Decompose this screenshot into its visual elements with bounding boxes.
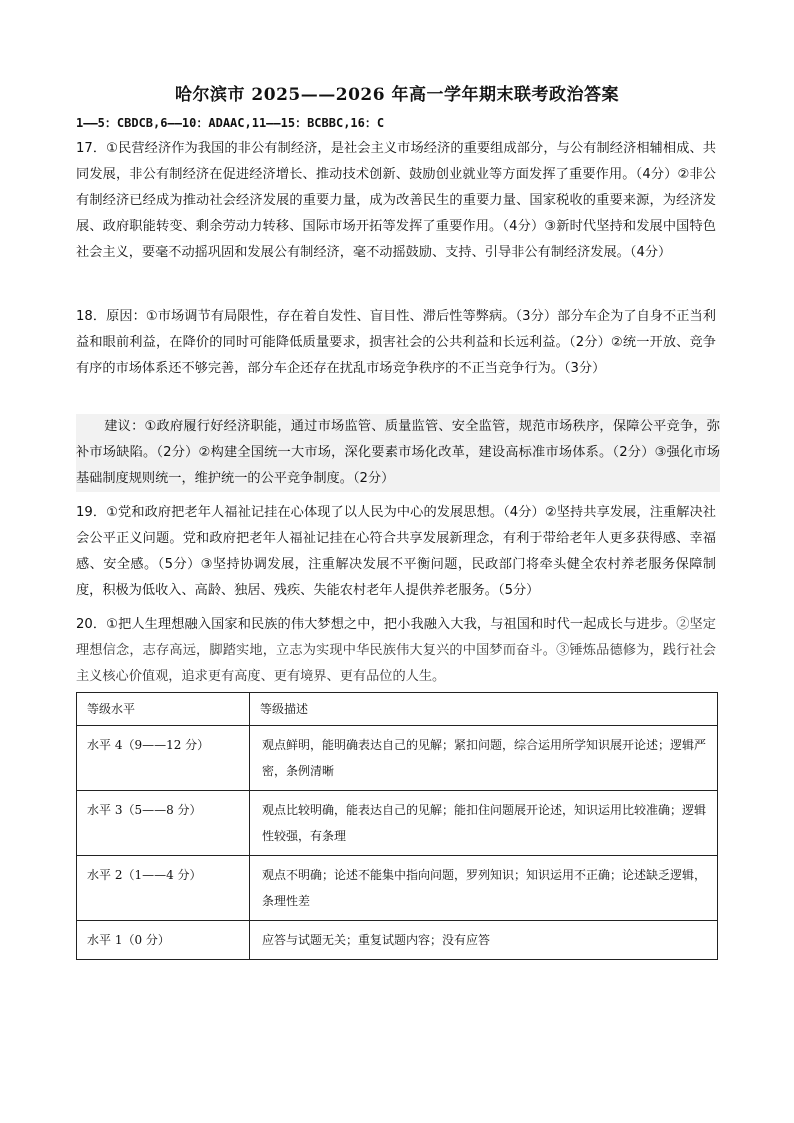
table-row: [77, 921, 718, 960]
table-header-row: [77, 693, 718, 726]
question-19-answer: 19．①党和政府把老年人福祉记挂在心体现了以人民为中心的发展思想。（4分）②坚持共享发展，注重解决社会公平正义问题。党和政府把老年人福祉记挂在心符合共享发展新理念，有利于带给老年人更多获得感、幸福感、安全感。（5分）③坚持协调发展，注重解决发展不平衡问题，民政部门将牵头健全农村养老服务保障制度，积极为低收入、高龄、独居、残疾、失能农村老年人提供养老服务。（5分）: [76, 505, 716, 598]
table-cell-description: 观点比较明确，能表达自己的见解；能扣住问题展开论述，知识运用比较准确；逻辑性较强，有条理: [250, 791, 718, 856]
question-20-part-b: ②坚定理想信念，志存高远，脚踏实地，立志为实现中华民族伟大复兴的中国梦而奋斗。③锤炼品德修为，践行社会主义核心价值观，追求更有高度、更有境界、更有品位的人生。: [76, 617, 716, 684]
question-20-answer: [76, 612, 716, 690]
table-cell-description: 观点不明确；论述不能集中指向问题，罗列知识；知识运用不正确；论述缺乏逻辑，条理性差: [250, 856, 718, 921]
page-title: 哈尔滨市 2025——2026 年高一学年期末联考政治答案: [175, 85, 619, 105]
question-18-suggestions: [76, 414, 720, 492]
question-18-reasons: 18．原因：①市场调节有局限性，存在着自发性、盲目性、滞后性等弊病。（3分）部分车企为了自身不正当利益和眼前利益，在降价的同时可能降低质量要求，损害社会的公共利益和长远利益。（2分）②统一开放、竞争有序的市场体系还不够完善，部分车企还存在扰乱市场竞争秩序的不正当竞争行为。（3分）: [76, 309, 716, 376]
table-cell-level: 水平 1（0 分）: [77, 921, 250, 960]
table-cell-description: 应答与试题无关；重复试题内容；没有应答: [250, 921, 718, 960]
table-cell-level: 水平 3（5——8 分）: [77, 791, 250, 856]
grading-rubric-table: [76, 692, 718, 960]
question-18-suggestions-text: 建议：①政府履行好经济职能，通过市场监管、质量监管、安全监管，规范市场秩序，保障公平竞争，弥补市场缺陷。（2分）②构建全国统一大市场，深化要素市场化改革，建设高标准市场体系。（2分）③强化市场基础制度规则统一，维护统一的公平竞争制度。（2分）: [76, 419, 720, 486]
question-17-answer: 17．①民营经济作为我国的非公有制经济，是社会主义市场经济的重要组成部分，与公有制经济相辅相成、共同发展，非公有制经济在促进经济增长、推动技术创新、鼓励创业就业等方面发挥了重要作用。（4分）②非公有制经济已经成为推动社会经济发展的重要力量，成为改善民生的重要力量、国家税收的重要来源，为经济发展、政府职能转变、剩余劳动力转移、国际市场开拓等发挥了重要作用。（4分）③新时代坚持和发展中国特色社会主义，要毫不动摇巩固和发展公有制经济，毫不动摇鼓励、支持、引导非公有制经济发展。（4分）: [76, 141, 716, 260]
table-cell-description: 观点鲜明，能明确表达自己的见解；紧扣问题，综合运用所学知识展开论述；逻辑严密，条例清晰: [250, 726, 718, 791]
table-header-description: 等级描述: [250, 693, 718, 726]
table-cell-level: 水平 4（9——12 分）: [77, 726, 250, 791]
question-20-part-a: 20．①把人生理想融入国家和民族的伟大梦想之中，把小我融入大我，与祖国和时代一起成长与进步。: [76, 617, 677, 632]
multiple-choice-answers: 1——5：CBDCB,6——10：ADAAC,11——15：BCBBC,16：C: [76, 116, 385, 130]
table-cell-level: 水平 2（1——4 分）: [77, 856, 250, 921]
table-header-level: 等级水平: [77, 693, 250, 726]
table-row: [77, 791, 718, 856]
table-row: [77, 856, 718, 921]
table-row: [77, 726, 718, 791]
